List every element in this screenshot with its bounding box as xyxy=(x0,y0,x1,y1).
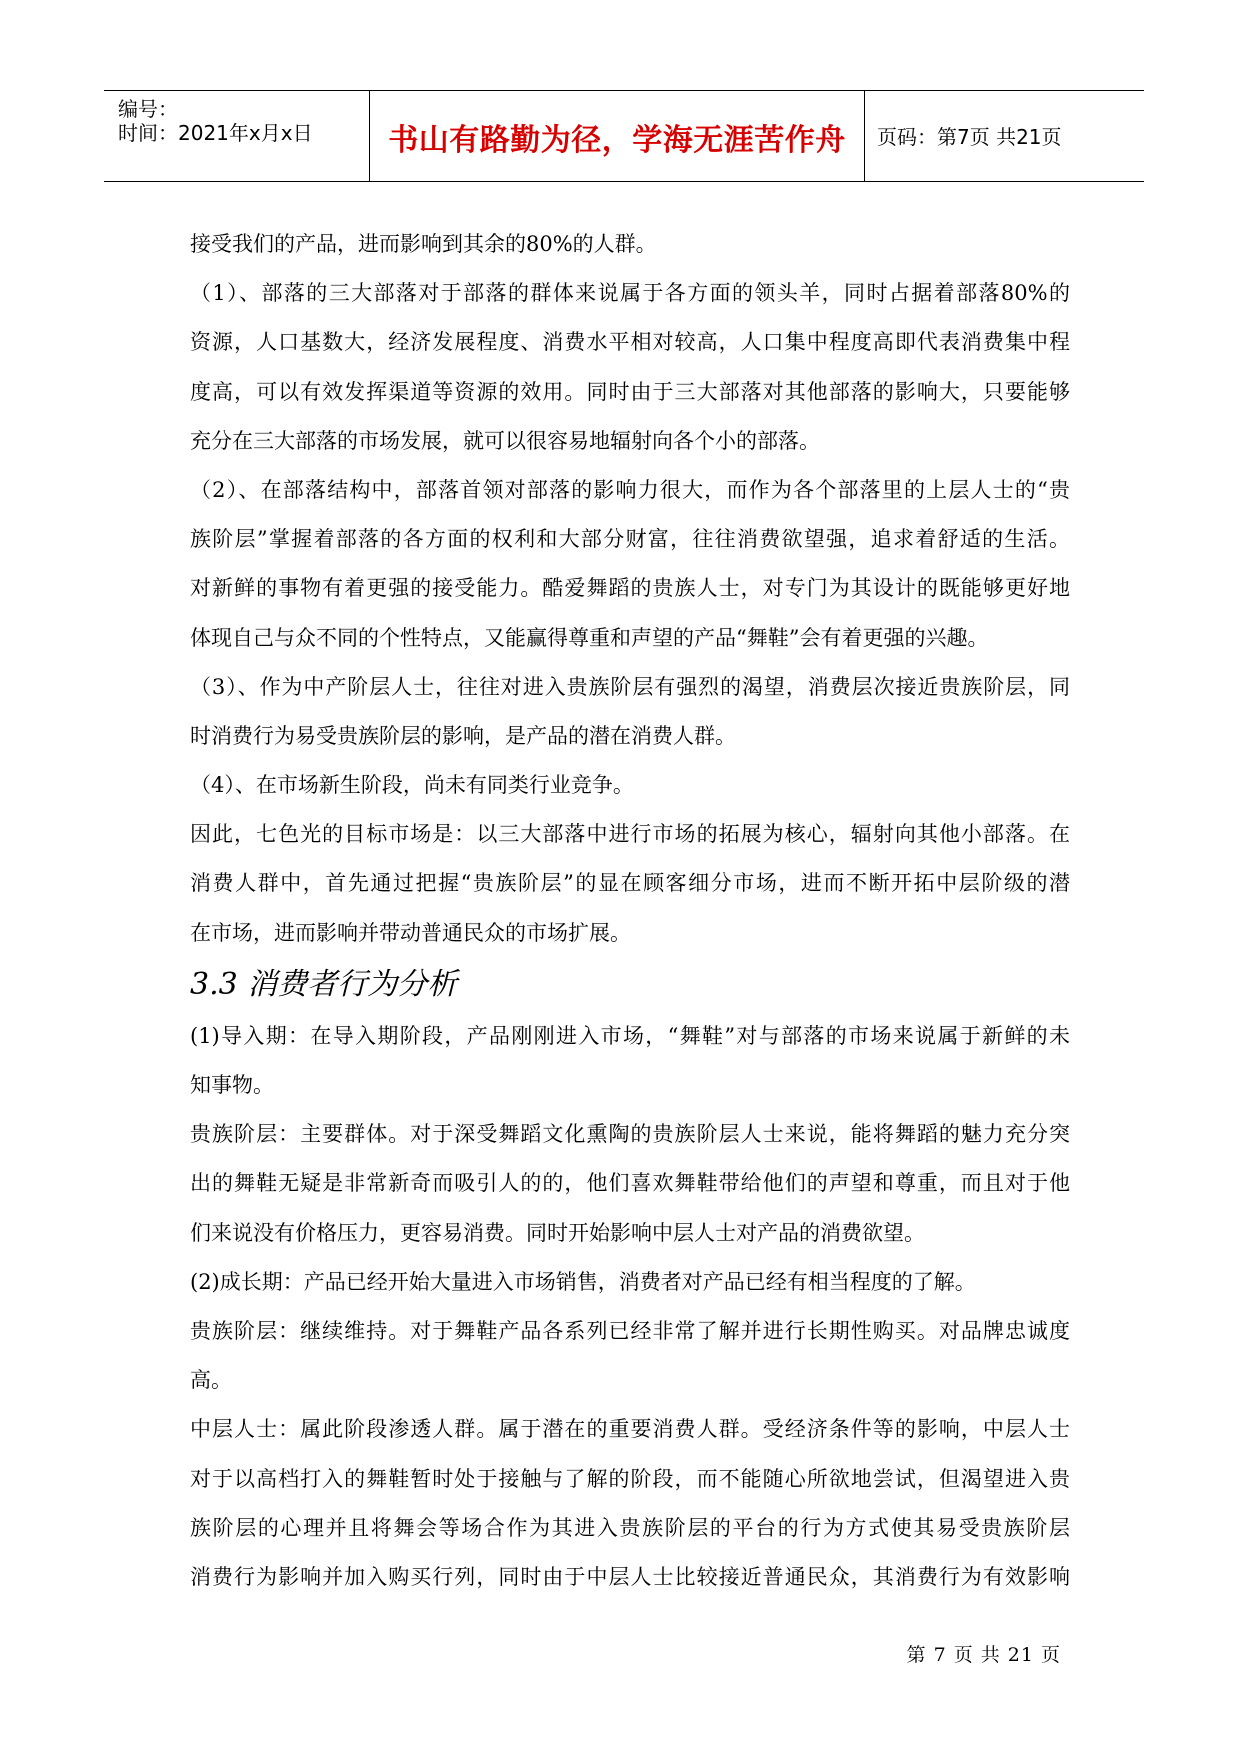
text-line: 高。 xyxy=(190,1368,232,1393)
body-paragraphs-part2 xyxy=(190,1012,1070,1602)
document-number-label: 编号： xyxy=(118,97,178,121)
text-line: 对新鲜的事物有着更强的接受能力。酷爱舞蹈的贵族人士，对专门为其设计的既能够更好地 xyxy=(190,576,1070,601)
text-line: （3）、作为中产阶层人士，往往对进入贵族阶层有强烈的渴望，消费层次接近贵族阶层，同 xyxy=(190,674,1070,699)
text-line: 在市场，进而影响并带动普通民众的市场扩展。 xyxy=(190,920,631,945)
text-line: 族阶层”掌握着部落的各方面的权利和大部分财富，往往消费欲望强，追求着舒适的生活。 xyxy=(190,527,1070,552)
text-line: 因此，七色光的目标市场是：以三大部落中进行市场的拓展为核心，辐射向其他小部落。在 xyxy=(190,822,1070,847)
section-heading: 3.3 消费者行为分析 xyxy=(190,966,458,1002)
page-footer: 第 7 页 共 21 页 xyxy=(906,1644,1061,1666)
document-header xyxy=(104,90,1144,182)
text-line: 贵族阶层：主要群体。对于深受舞蹈文化熏陶的贵族阶层人士来说，能将舞蹈的魅力充分突 xyxy=(190,1122,1070,1147)
text-line: 度高，可以有效发挥渠道等资源的效用。同时由于三大部落对其他部落的影响大，只要能够 xyxy=(190,379,1070,404)
text-line: 中层人士：属此阶段渗透人群。属于潜在的重要消费人群。受经济条件等的影响，中层人士 xyxy=(190,1417,1070,1442)
text-line: 族阶层的心理并且将舞会等场合作为其进入贵族阶层的平台的行为方式使其易受贵族阶层 xyxy=(190,1515,1070,1540)
text-line: 充分在三大部落的市场发展，就可以很容易地辐射向各个小的部落。 xyxy=(190,428,820,453)
text-line: 对于以高档打入的舞鞋暂时处于接触与了解的阶段，而不能随心所欲地尝试，但渴望进入贵 xyxy=(190,1466,1070,1491)
text-line: 消费人群中，首先通过把握“贵族阶层”的显在顾客细分市场，进而不断开拓中层阶级的潜 xyxy=(190,871,1070,896)
header-meta-cell xyxy=(104,91,370,181)
text-line: （4）、在市场新生阶段，尚未有同类行业竞争。 xyxy=(190,773,634,798)
text-line: 出的舞鞋无疑是非常新奇而吸引人的的，他们喜欢舞鞋带给他们的声望和尊重，而且对于他 xyxy=(190,1171,1070,1196)
document-body xyxy=(190,220,1070,1602)
header-page-cell xyxy=(865,91,1144,181)
text-line: 资源，人口基数大，经济发展程度、消费水平相对较高，人口集中程度高即代表消费集中程 xyxy=(190,330,1070,355)
header-motto: 书山有路勤为径，学海无涯苦作舟 xyxy=(388,123,846,158)
text-line: 知事物。 xyxy=(190,1073,274,1097)
text-line: 贵族阶层：继续维持。对于舞鞋产品各系列已经非常了解并进行长期性购买。对品牌忠诚度 xyxy=(190,1318,1070,1343)
text-line: 时消费行为易受贵族阶层的影响，是产品的潜在消费人群。 xyxy=(190,723,736,748)
text-line: (1)导入期：在导入期阶段，产品刚刚进入市场，“舞鞋”对与部落的市场来说属于新鲜的未 xyxy=(190,1023,1070,1048)
text-line: 体现自己与众不同的个性特点，又能赢得尊重和声望的产品“舞鞋”会有着更强的兴趣。 xyxy=(190,625,989,650)
header-page-info: 页码：第7页 共21页 xyxy=(877,125,1062,149)
text-line: （2）、在部落结构中，部落首领对部落的影响力很大，而作为各个部落里的上层人士的“贵 xyxy=(190,477,1070,502)
text-line: （1）、部落的三大部落对于部落的群体来说属于各方面的领头羊，同时占据着部落80%的 xyxy=(190,281,1070,306)
text-line: 们来说没有价格压力，更容易消费。同时开始影响中层人士对产品的消费欲望。 xyxy=(190,1220,925,1245)
text-line: 消费行为影响并加入购买行列，同时由于中层人士比较接近普通民众，其消费行为有效影响 xyxy=(190,1564,1070,1589)
text-line: (2)成长期：产品已经开始大量进入市场销售，消费者对产品已经有相当程度的了解。 xyxy=(190,1269,976,1294)
body-paragraphs-part1 xyxy=(190,220,1070,958)
text-line: 接受我们的产品，进而影响到其余的80%的人群。 xyxy=(190,232,657,256)
document-time-label: 时间：2021年x月x日 xyxy=(118,121,313,145)
header-motto-cell xyxy=(370,91,865,181)
